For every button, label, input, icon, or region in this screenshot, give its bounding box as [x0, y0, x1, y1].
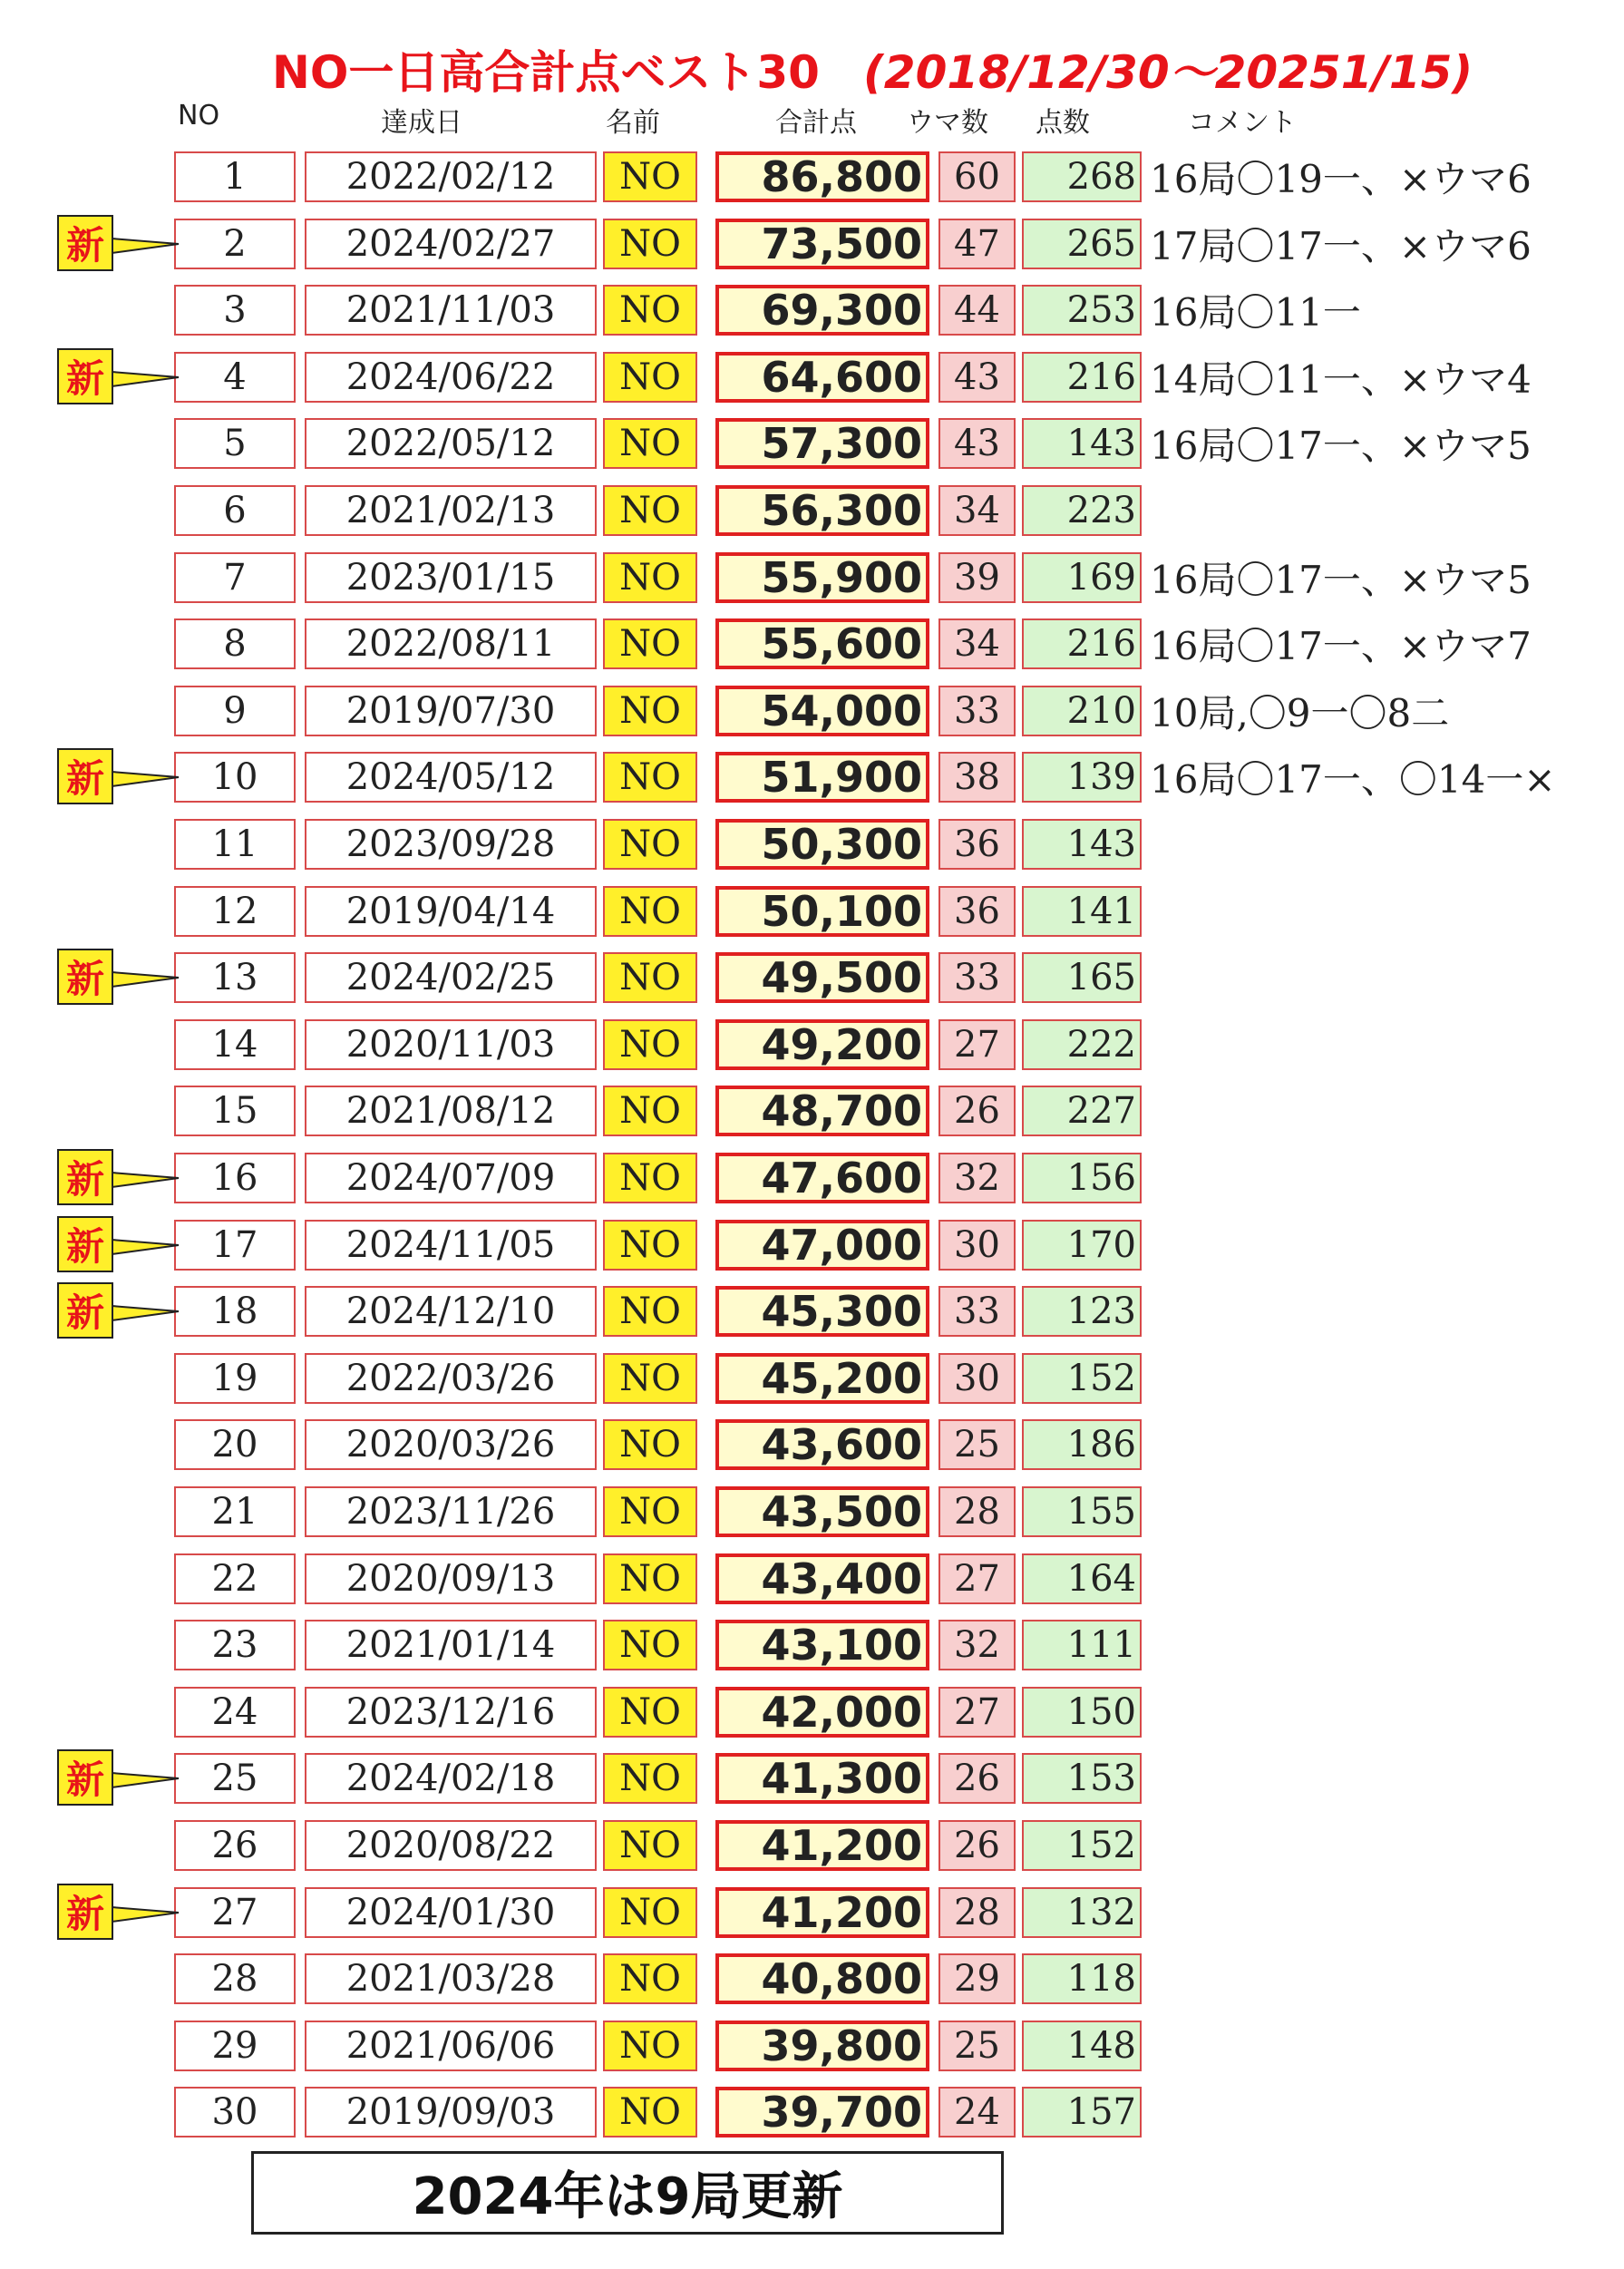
rank-cell: 12 [174, 886, 296, 937]
header-uma: ウマ数 [907, 107, 988, 139]
rank-cell: 21 [174, 1486, 296, 1537]
date-cell: 2021/06/06 [305, 2021, 597, 2071]
comment-cell [1150, 886, 1621, 937]
name-cell: NO [603, 151, 697, 202]
points-cell: 268 [1022, 151, 1142, 202]
rank-cell: 1 [174, 151, 296, 202]
total-score-cell: 49,200 [715, 1019, 929, 1070]
rank-cell: 8 [174, 618, 296, 669]
rank-cell: 29 [174, 2021, 296, 2071]
rank-cell: 4 [174, 352, 296, 403]
date-cell: 2020/11/03 [305, 1019, 597, 1070]
date-cell: 2024/01/30 [305, 1887, 597, 1938]
points-cell: 139 [1022, 752, 1142, 803]
uma-count-cell: 33 [938, 952, 1016, 1003]
comment-cell [1150, 1286, 1621, 1337]
points-cell: 143 [1022, 819, 1142, 870]
rank-cell: 6 [174, 485, 296, 536]
total-score-cell: 64,600 [715, 352, 929, 403]
date-cell: 2021/02/13 [305, 485, 597, 536]
uma-count-cell: 26 [938, 1753, 1016, 1804]
comment-cell [1150, 2021, 1621, 2071]
name-cell: NO [603, 1887, 697, 1938]
new-record-label: 新 [57, 1749, 113, 1806]
new-record-badge [50, 745, 186, 808]
name-cell: NO [603, 2021, 697, 2071]
total-score-cell: 69,300 [715, 285, 929, 336]
points-cell: 164 [1022, 1553, 1142, 1604]
points-cell: 216 [1022, 618, 1142, 669]
points-cell: 223 [1022, 485, 1142, 536]
total-score-cell: 43,400 [715, 1553, 929, 1604]
uma-count-cell: 38 [938, 752, 1016, 803]
name-cell: NO [603, 1820, 697, 1871]
total-score-cell: 54,000 [715, 686, 929, 736]
date-cell: 2020/09/13 [305, 1553, 597, 1604]
total-score-cell: 41,300 [715, 1753, 929, 1804]
name-cell: NO [603, 1486, 697, 1537]
new-record-badge [50, 211, 186, 275]
uma-count-cell: 29 [938, 1953, 1016, 2004]
comment-cell [1150, 1153, 1621, 1203]
header-date: 達成日 [381, 107, 462, 139]
uma-count-cell: 27 [938, 1553, 1016, 1604]
uma-count-cell: 36 [938, 886, 1016, 937]
date-cell: 2020/03/26 [305, 1419, 597, 1470]
points-cell: 253 [1022, 285, 1142, 336]
comment-cell: 16局〇17一、〇14一× [1150, 757, 1556, 802]
date-cell: 2019/04/14 [305, 886, 597, 937]
comment-cell [1150, 1353, 1621, 1404]
name-cell: NO [603, 1753, 697, 1804]
name-cell: NO [603, 1286, 697, 1337]
date-cell: 2021/03/28 [305, 1953, 597, 2004]
new-record-badge [50, 945, 186, 1008]
points-cell: 123 [1022, 1286, 1142, 1337]
total-score-cell: 51,900 [715, 752, 929, 803]
comment-cell [1150, 1553, 1621, 1604]
comment-cell [1150, 485, 1621, 536]
name-cell: NO [603, 752, 697, 803]
footer-summary-box: 2024年は9局更新 [251, 2151, 1004, 2235]
new-record-label: 新 [57, 748, 113, 804]
date-cell: 2021/11/03 [305, 285, 597, 336]
new-record-badge [50, 345, 186, 408]
name-cell: NO [603, 1553, 697, 1604]
points-cell: 170 [1022, 1220, 1142, 1271]
name-cell: NO [603, 618, 697, 669]
date-cell: 2022/05/12 [305, 418, 597, 469]
total-score-cell: 47,000 [715, 1220, 929, 1271]
total-score-cell: 57,300 [715, 418, 929, 469]
new-record-badge [50, 1212, 186, 1276]
date-cell: 2024/02/18 [305, 1753, 597, 1804]
total-score-cell: 56,300 [715, 485, 929, 536]
comment-cell [1150, 1620, 1621, 1670]
date-cell: 2023/09/28 [305, 819, 597, 870]
uma-count-cell: 30 [938, 1353, 1016, 1404]
points-cell: 210 [1022, 686, 1142, 736]
rank-cell: 2 [174, 219, 296, 269]
comment-cell [1150, 1753, 1621, 1804]
comment-cell [1150, 1019, 1621, 1070]
name-cell: NO [603, 819, 697, 870]
rank-cell: 18 [174, 1286, 296, 1337]
date-cell: 2024/02/27 [305, 219, 597, 269]
date-cell: 2019/09/03 [305, 2087, 597, 2138]
uma-count-cell: 24 [938, 2087, 1016, 2138]
comment-cell: 16局〇19一、×ウマ6 [1150, 157, 1532, 201]
header-points: 点数 [1036, 107, 1090, 139]
header-total: 合計点 [775, 107, 857, 139]
date-cell: 2021/08/12 [305, 1086, 597, 1136]
rank-cell: 7 [174, 552, 296, 603]
points-cell: 222 [1022, 1019, 1142, 1070]
points-cell: 118 [1022, 1953, 1142, 2004]
total-score-cell: 43,500 [715, 1486, 929, 1537]
new-record-label: 新 [57, 1282, 113, 1339]
rank-cell: 20 [174, 1419, 296, 1470]
date-cell: 2024/12/10 [305, 1286, 597, 1337]
header-name: 名前 [606, 107, 660, 139]
new-record-badge [50, 1279, 186, 1342]
new-record-label: 新 [57, 1884, 113, 1940]
points-cell: 152 [1022, 1353, 1142, 1404]
uma-count-cell: 43 [938, 418, 1016, 469]
date-cell: 2023/01/15 [305, 552, 597, 603]
total-score-cell: 45,200 [715, 1353, 929, 1404]
rank-cell: 3 [174, 285, 296, 336]
total-score-cell: 39,800 [715, 2021, 929, 2071]
comment-cell [1150, 1953, 1621, 2004]
comment-cell: 16局〇17一、×ウマ7 [1150, 624, 1532, 668]
rank-cell: 28 [174, 1953, 296, 2004]
rank-cell: 17 [174, 1220, 296, 1271]
uma-count-cell: 33 [938, 686, 1016, 736]
date-cell: 2024/07/09 [305, 1153, 597, 1203]
date-cell: 2020/08/22 [305, 1820, 597, 1871]
name-cell: NO [603, 1620, 697, 1670]
uma-count-cell: 47 [938, 219, 1016, 269]
points-cell: 155 [1022, 1486, 1142, 1537]
name-cell: NO [603, 219, 697, 269]
points-cell: 186 [1022, 1419, 1142, 1470]
new-record-label: 新 [57, 215, 113, 271]
uma-count-cell: 44 [938, 285, 1016, 336]
uma-count-cell: 28 [938, 1887, 1016, 1938]
total-score-cell: 48,700 [715, 1086, 929, 1136]
date-cell: 2019/07/30 [305, 686, 597, 736]
comment-cell [1150, 1887, 1621, 1938]
date-cell: 2023/11/26 [305, 1486, 597, 1537]
new-record-badge [50, 1746, 186, 1809]
points-cell: 132 [1022, 1887, 1142, 1938]
rank-cell: 26 [174, 1820, 296, 1871]
uma-count-cell: 33 [938, 1286, 1016, 1337]
comment-cell: 16局〇11一 [1150, 290, 1361, 335]
uma-count-cell: 39 [938, 552, 1016, 603]
rank-cell: 13 [174, 952, 296, 1003]
rank-cell: 23 [174, 1620, 296, 1670]
uma-count-cell: 25 [938, 2021, 1016, 2071]
page-title [272, 36, 1473, 100]
uma-count-cell: 34 [938, 618, 1016, 669]
uma-count-cell: 25 [938, 1419, 1016, 1470]
points-cell: 153 [1022, 1753, 1142, 1804]
total-score-cell: 55,900 [715, 552, 929, 603]
uma-count-cell: 27 [938, 1019, 1016, 1070]
name-cell: NO [603, 485, 697, 536]
points-cell: 148 [1022, 2021, 1142, 2071]
rank-cell: 19 [174, 1353, 296, 1404]
date-cell: 2022/08/11 [305, 618, 597, 669]
rank-cell: 10 [174, 752, 296, 803]
points-cell: 265 [1022, 219, 1142, 269]
uma-count-cell: 43 [938, 352, 1016, 403]
name-cell: NO [603, 2087, 697, 2138]
points-cell: 152 [1022, 1820, 1142, 1871]
name-cell: NO [603, 1353, 697, 1404]
uma-count-cell: 26 [938, 1086, 1016, 1136]
total-score-cell: 50,100 [715, 886, 929, 937]
uma-count-cell: 32 [938, 1620, 1016, 1670]
new-record-badge [50, 1145, 186, 1209]
date-cell: 2021/01/14 [305, 1620, 597, 1670]
date-cell: 2024/06/22 [305, 352, 597, 403]
points-cell: 150 [1022, 1687, 1142, 1738]
title-main: NO一日高合計点ベスト30 [272, 46, 820, 99]
rank-cell: 24 [174, 1687, 296, 1738]
comment-cell [1150, 1086, 1621, 1136]
comment-cell [1150, 2087, 1621, 2138]
rank-cell: 16 [174, 1153, 296, 1203]
rank-cell: 15 [174, 1086, 296, 1136]
name-cell: NO [603, 1419, 697, 1470]
name-cell: NO [603, 1220, 697, 1271]
name-cell: NO [603, 552, 697, 603]
name-cell: NO [603, 886, 697, 937]
points-cell: 227 [1022, 1086, 1142, 1136]
uma-count-cell: 60 [938, 151, 1016, 202]
header-comment: コメント [1188, 107, 1297, 139]
total-score-cell: 39,700 [715, 2087, 929, 2138]
name-cell: NO [603, 418, 697, 469]
comment-cell [1150, 1220, 1621, 1271]
new-record-label: 新 [57, 348, 113, 404]
rank-cell: 25 [174, 1753, 296, 1804]
uma-count-cell: 34 [938, 485, 1016, 536]
comment-cell [1150, 819, 1621, 870]
rank-cell: 14 [174, 1019, 296, 1070]
name-cell: NO [603, 352, 697, 403]
points-cell: 156 [1022, 1153, 1142, 1203]
name-cell: NO [603, 1953, 697, 2004]
uma-count-cell: 28 [938, 1486, 1016, 1537]
rank-cell: 9 [174, 686, 296, 736]
uma-count-cell: 27 [938, 1687, 1016, 1738]
name-cell: NO [603, 952, 697, 1003]
points-cell: 111 [1022, 1620, 1142, 1670]
new-record-label: 新 [57, 1149, 113, 1205]
points-cell: 165 [1022, 952, 1142, 1003]
new-record-label: 新 [57, 1216, 113, 1272]
date-cell: 2022/02/12 [305, 151, 597, 202]
total-score-cell: 86,800 [715, 151, 929, 202]
points-cell: 157 [1022, 2087, 1142, 2138]
uma-count-cell: 30 [938, 1220, 1016, 1271]
date-cell: 2023/12/16 [305, 1687, 597, 1738]
rank-cell: 30 [174, 2087, 296, 2138]
uma-count-cell: 36 [938, 819, 1016, 870]
total-score-cell: 55,600 [715, 618, 929, 669]
total-score-cell: 45,300 [715, 1286, 929, 1337]
rank-cell: 11 [174, 819, 296, 870]
total-score-cell: 50,300 [715, 819, 929, 870]
points-cell: 143 [1022, 418, 1142, 469]
uma-count-cell: 26 [938, 1820, 1016, 1871]
new-record-label: 新 [57, 949, 113, 1005]
title-date-range: (2018/12/30～20251/15) [862, 46, 1473, 99]
name-cell: NO [603, 1687, 697, 1738]
points-cell: 141 [1022, 886, 1142, 937]
total-score-cell: 43,100 [715, 1620, 929, 1670]
uma-count-cell: 32 [938, 1153, 1016, 1203]
header-no: NO [178, 100, 220, 131]
comment-cell [1150, 1419, 1621, 1470]
comment-cell: 14局〇11一、×ウマ4 [1150, 357, 1532, 402]
points-cell: 169 [1022, 552, 1142, 603]
date-cell: 2022/03/26 [305, 1353, 597, 1404]
total-score-cell: 47,600 [715, 1153, 929, 1203]
total-score-cell: 43,600 [715, 1419, 929, 1470]
total-score-cell: 42,000 [715, 1687, 929, 1738]
new-record-badge [50, 1880, 186, 1943]
comment-cell [1150, 1687, 1621, 1738]
date-cell: 2024/11/05 [305, 1220, 597, 1271]
comment-cell: 16局〇17一、×ウマ5 [1150, 558, 1532, 602]
name-cell: NO [603, 285, 697, 336]
total-score-cell: 41,200 [715, 1820, 929, 1871]
rank-cell: 27 [174, 1887, 296, 1938]
name-cell: NO [603, 1019, 697, 1070]
comment-cell: 17局〇17一、×ウマ6 [1150, 224, 1532, 268]
comment-cell [1150, 1820, 1621, 1871]
comment-cell [1150, 1486, 1621, 1537]
comment-cell: 16局〇17一、×ウマ5 [1150, 424, 1532, 468]
date-cell: 2024/02/25 [305, 952, 597, 1003]
date-cell: 2024/05/12 [305, 752, 597, 803]
total-score-cell: 41,200 [715, 1887, 929, 1938]
name-cell: NO [603, 686, 697, 736]
rank-cell: 5 [174, 418, 296, 469]
comment-cell: 10局,〇9一〇8二 [1150, 691, 1450, 735]
total-score-cell: 73,500 [715, 219, 929, 269]
total-score-cell: 49,500 [715, 952, 929, 1003]
name-cell: NO [603, 1153, 697, 1203]
name-cell: NO [603, 1086, 697, 1136]
comment-cell [1150, 952, 1621, 1003]
rank-cell: 22 [174, 1553, 296, 1604]
points-cell: 216 [1022, 352, 1142, 403]
total-score-cell: 40,800 [715, 1953, 929, 2004]
